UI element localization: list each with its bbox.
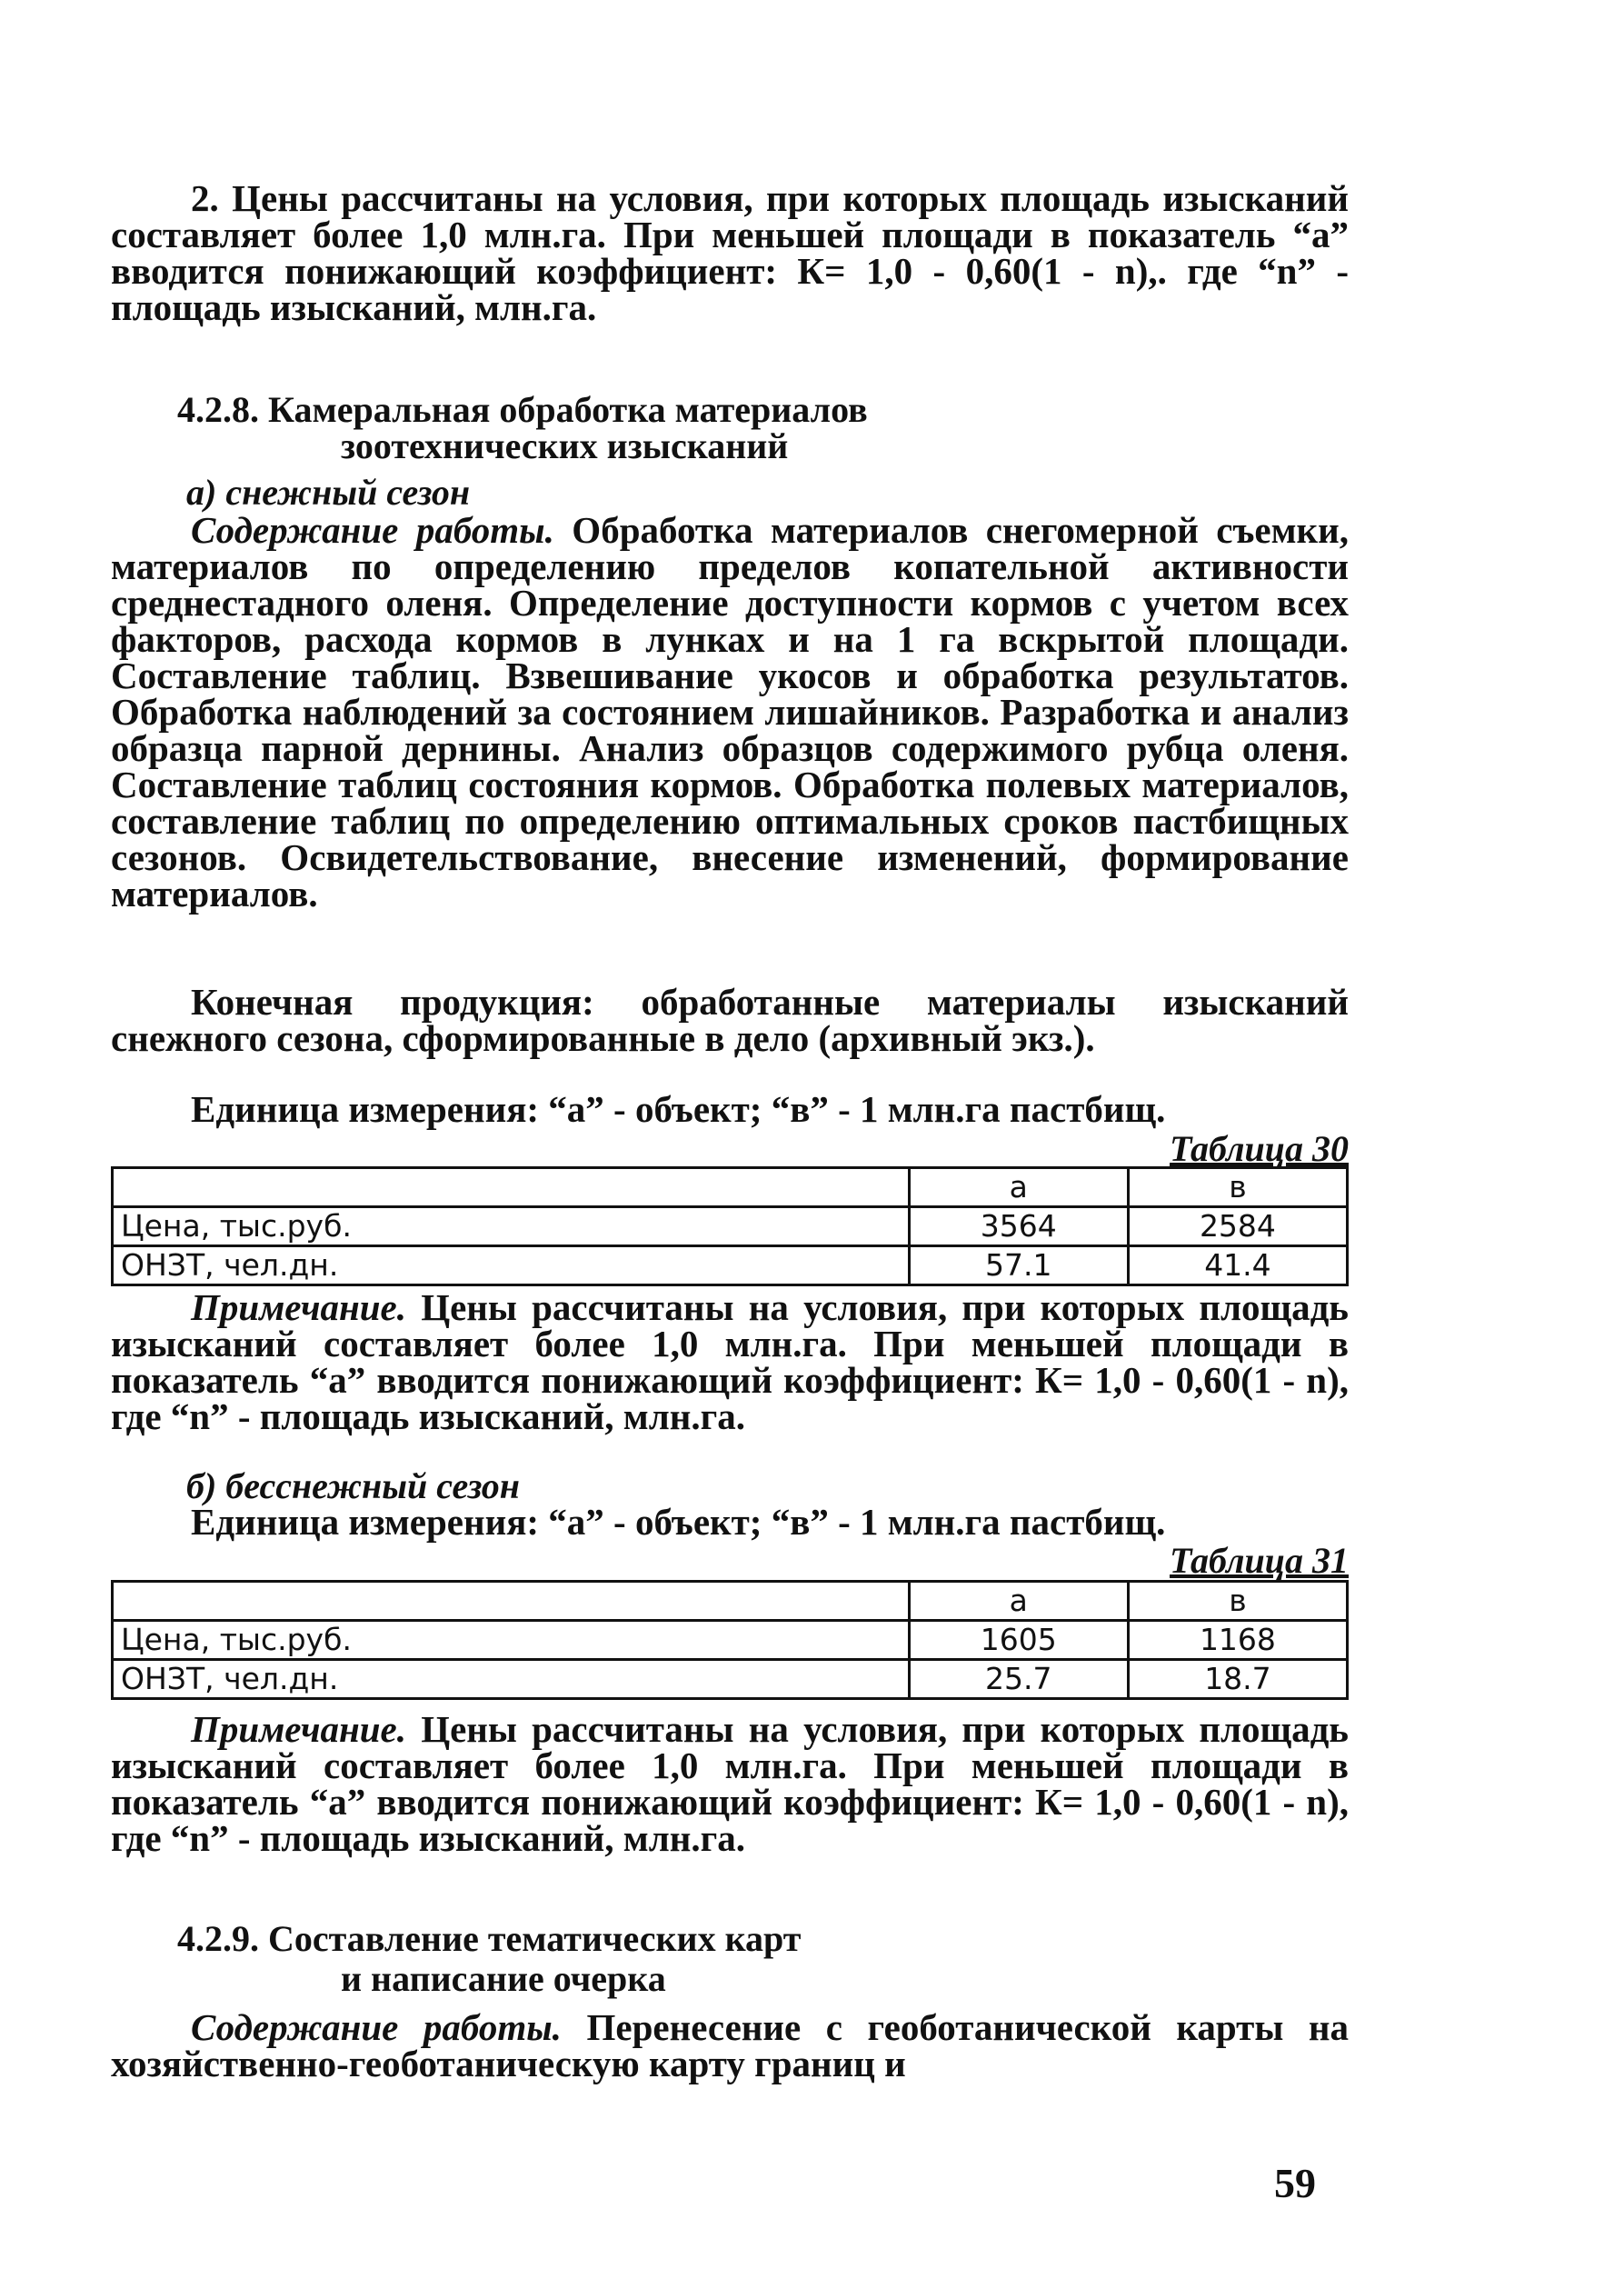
- table-cell: ОНЗТ, чел.дн.: [113, 1660, 910, 1699]
- content-label: Содержание работы.: [191, 2006, 562, 2048]
- section-title-4-2-9-line2: и написание очерка: [341, 1958, 666, 1999]
- table-30-label: Таблица 30: [1170, 1128, 1349, 1169]
- paragraph-work-content-2: Содержание работы. Перенесение с геоботанической карты на хозяйственно-геоботаническую карту границ и: [111, 2006, 1350, 2084]
- paragraph-note-2: Примечание. Цены рассчитаны на условия, при которых площадь изысканий составляет более 1,0 млн.га. При меньшей площади в показатель “а” вводится понижающий коэффициент: К= 1,0 - 0,60(1 - n), где “n” - площадь изысканий, млн.га.: [111, 1708, 1349, 1859]
- table-row: [113, 1621, 1348, 1660]
- table-header-cell: в: [1128, 1168, 1347, 1207]
- subsection-snowless-season: б) бесснежный сезон: [186, 1465, 520, 1506]
- paragraph-prices-note: 2. Цены рассчитаны на условия, при которых площадь изысканий составляет более 1,0 млн.га. При меньшей площади в показатель “а” вводится понижающий коэффициент: К= 1,0 - 0,60(1 - n),. где “n” - площадь изысканий, млн.га.: [111, 177, 1349, 328]
- table-cell: 41.4: [1128, 1246, 1347, 1285]
- table-31-label: Таблица 31: [1170, 1540, 1349, 1581]
- table-row: [113, 1246, 1348, 1285]
- paragraph-unit-measure-1: Единица измерения: “а” - объект; “в” - 1 млн.га пастбищ.: [191, 1088, 1166, 1130]
- table-header-cell: в: [1128, 1582, 1347, 1621]
- table-cell: ОНЗТ, чел.дн.: [113, 1246, 910, 1285]
- note-label: Примечание.: [191, 1708, 406, 1750]
- table-cell: Цена, тыс.руб.: [113, 1207, 910, 1246]
- table-cell: 57.1: [909, 1246, 1128, 1285]
- table-row: [113, 1207, 1348, 1246]
- content-label: Содержание работы.: [191, 509, 554, 551]
- table-header-cell: а: [909, 1582, 1128, 1621]
- table-header-cell: [113, 1582, 910, 1621]
- table-header-row: [113, 1168, 1348, 1207]
- table-cell: 25.7: [909, 1660, 1128, 1699]
- table-cell: 2584: [1128, 1207, 1347, 1246]
- paragraph-final-product: Конечная продукция: обработанные материалы изысканий снежного сезона, сформированные в дело (архивный экз.).: [111, 981, 1349, 1059]
- paragraph-unit-measure-2: Единица измерения: “а” - объект; “в” - 1 млн.га пастбищ.: [191, 1501, 1166, 1543]
- table-row: [113, 1660, 1348, 1699]
- table-header-cell: а: [909, 1168, 1128, 1207]
- table-header-row: [113, 1582, 1348, 1621]
- note-label: Примечание.: [191, 1286, 406, 1328]
- table-header-cell: [113, 1168, 910, 1207]
- table-31: [111, 1580, 1349, 1700]
- page-number: 59: [1274, 2160, 1316, 2206]
- table-cell: 3564: [909, 1207, 1128, 1246]
- section-title-4-2-8-line2: зоотехнических изысканий: [341, 425, 789, 466]
- section-title-4-2-9: 4.2.9. Составление тематических карт: [177, 1918, 802, 1959]
- table-cell: 1605: [909, 1621, 1128, 1660]
- subsection-snow-season: а) снежный сезон: [186, 472, 471, 513]
- paragraph-note-1: Примечание. Цены рассчитаны на условия, при которых площадь изысканий составляет более 1,0 млн.га. При меньшей площади в показатель “а” вводится понижающий коэффициент: К= 1,0 - 0,60(1 - n), где “n” - площадь изысканий, млн.га.: [111, 1286, 1349, 1437]
- table-cell: 1168: [1128, 1621, 1347, 1660]
- paragraph-work-content: Содержание работы. Обработка материалов снегомерной съемки, материалов по определению пределов копательной активности среднестадного оленя. Определение доступности кормов с учетом всех факторов, расхода кормов в лунках и на 1 га вскрытой площади. Составление таблиц. Взвешивание укосов и обработка результатов. Обработка наблюдений за состоянием лишайников. Разработка и анализ образца парной дернины. Анализ образцов содержимого рубца оленя. Составление таблиц состояния кормов. Обработка полевых материалов, составление таблиц по определению оптимальных сроков пастбищных сезонов. Освидетельствование, внесение изменений, формирование материалов.: [111, 509, 1349, 915]
- section-title-4-2-8: 4.2.8. Камеральная обработка материалов: [177, 389, 868, 430]
- table-cell: 18.7: [1128, 1660, 1347, 1699]
- table-cell: Цена, тыс.руб.: [113, 1621, 910, 1660]
- table-30: [111, 1166, 1349, 1286]
